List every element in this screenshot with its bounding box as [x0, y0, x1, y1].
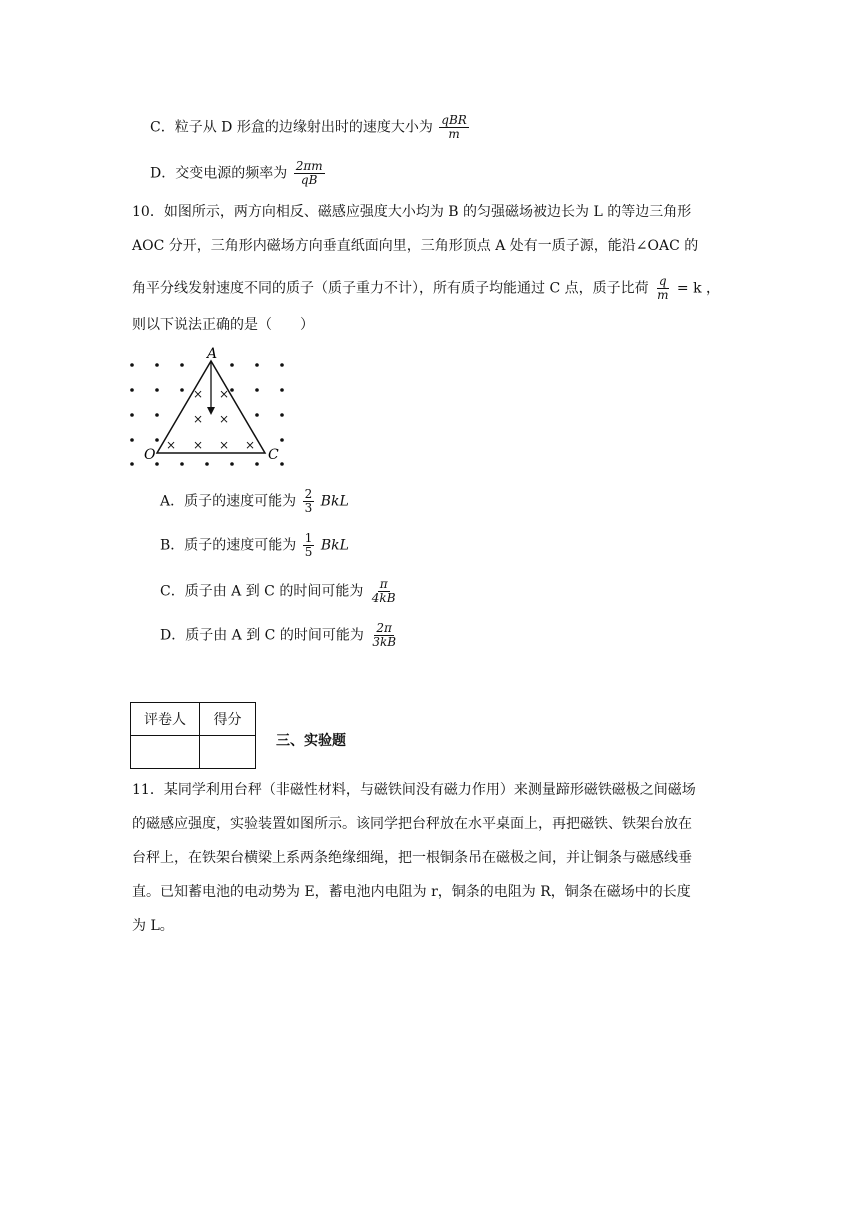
label-a: A — [207, 346, 218, 362]
q10-option-b-fraction — [303, 532, 315, 559]
q9-option-c-fraction — [439, 114, 469, 141]
field-dot — [130, 413, 134, 417]
score-table-score-header: 得分 — [200, 703, 256, 736]
q9-option-d-fraction — [294, 160, 325, 187]
field-dot — [255, 363, 259, 367]
field-cross: × — [218, 387, 230, 401]
q10-option-c-label: C．质子由 A 到 C 的时间可能为 — [160, 583, 364, 600]
field-dot — [280, 363, 284, 367]
field-dot — [180, 388, 184, 392]
field-dot — [180, 363, 184, 367]
field-dot — [155, 462, 159, 466]
q10-option-d-fraction — [370, 622, 398, 649]
q10-option-c-num: π — [379, 577, 388, 591]
field-dot — [155, 363, 159, 367]
q9-option-c-den: m — [448, 127, 460, 141]
field-dot — [230, 388, 234, 392]
field-cross: × — [192, 387, 204, 401]
q9-option-d-num: 2πm — [295, 159, 323, 173]
label-o: O — [144, 447, 156, 463]
q9-option-d-label: D．交变电源的频率为 — [150, 165, 288, 182]
q10-option-b-tail: BkL — [320, 537, 349, 554]
q9-option-d-den: qB — [300, 173, 318, 187]
q10-option-c-den: 4kB — [371, 591, 396, 605]
q10-ratio-den: m — [657, 288, 669, 302]
field-dot — [280, 388, 284, 392]
field-cross: × — [165, 438, 177, 452]
q11-line4: 直。已知蓄电池的电动势为 E，蓄电池内电阻为 r，铜条的电阻为 R，铜条在磁场中的长度 — [132, 884, 691, 900]
q10-option-c — [160, 578, 400, 605]
field-cross: × — [218, 412, 230, 426]
q10-ratio-rhs: = k ， — [676, 280, 721, 297]
field-dot — [255, 388, 259, 392]
q10-option-b-num: 1 — [304, 531, 313, 545]
q10-option-a-fraction — [303, 488, 315, 515]
field-dot — [180, 462, 184, 466]
q9-option-c — [150, 114, 471, 141]
q10-option-a — [160, 488, 349, 515]
q10-option-c-fraction — [370, 578, 398, 605]
field-dot — [230, 462, 234, 466]
field-dot — [255, 462, 259, 466]
field-dot — [205, 462, 209, 466]
score-table-reviewer-header: 评卷人 — [131, 703, 200, 736]
q10-option-d-den: 3kB — [372, 635, 397, 649]
q10-option-a-den: 3 — [304, 501, 313, 515]
field-dot — [280, 462, 284, 466]
q9-option-d — [150, 160, 327, 187]
field-dot — [155, 413, 159, 417]
q10-option-b — [160, 532, 349, 559]
q10-figure — [124, 345, 304, 470]
q10-ratio-fraction — [655, 275, 670, 302]
section-title: 三、实验题 — [276, 733, 346, 749]
q11-line1: 11．某同学利用台秤（非磁性材料，与磁铁间没有磁力作用）来测量蹄形磁铁磁极之间磁场 — [132, 782, 696, 798]
q10-line2: AOC 分开，三角形内磁场方向垂直纸面向里，三角形顶点 A 处有一质子源，能沿∠OAC 的 — [132, 238, 699, 254]
field-dot — [280, 438, 284, 442]
q10-option-a-num: 2 — [304, 487, 313, 501]
arrow-head-icon — [207, 407, 215, 415]
q11-line2: 的磁感应强度，实验装置如图所示。该同学把台秤放在水平桌面上，再把磁铁、铁架台放在 — [132, 816, 692, 832]
q10-option-b-label: B．质子的速度可能为 — [160, 537, 297, 554]
field-cross: × — [218, 438, 230, 452]
q10-option-b-den: 5 — [304, 545, 313, 559]
score-table-score-cell[interactable] — [200, 736, 256, 769]
q10-option-a-tail: BkL — [320, 493, 349, 510]
score-table — [130, 702, 256, 769]
q10-line3-text: 角平分线发射速度不同的质子（质子重力不计），所有质子均能通过 C 点，质子比荷 — [132, 280, 649, 297]
q10-option-a-label: A．质子的速度可能为 — [160, 493, 297, 510]
field-cross: × — [192, 438, 204, 452]
field-dot — [280, 413, 284, 417]
q10-ratio-num: q — [658, 274, 667, 288]
field-dot — [230, 363, 234, 367]
field-dot — [255, 413, 259, 417]
q10-line3 — [132, 275, 720, 302]
field-cross: × — [192, 412, 204, 426]
q10-option-d-num: 2π — [376, 621, 392, 635]
field-dot — [130, 438, 134, 442]
q11-line5: 为 L。 — [132, 918, 174, 934]
field-dot — [155, 388, 159, 392]
field-cross: × — [244, 438, 256, 452]
q10-line1: 10．如图所示，两方向相反、磁感应强度大小均为 B 的匀强磁场被边长为 L 的等边三角形 — [132, 204, 692, 220]
field-dot — [130, 388, 134, 392]
score-table-reviewer-cell[interactable] — [131, 736, 200, 769]
label-c: C — [268, 447, 279, 463]
q10-line4: 则以下说法正确的是（ ） — [132, 317, 314, 333]
field-dot — [130, 363, 134, 367]
q11-line3: 台秤上，在铁架台横梁上系两条绝缘细绳，把一根铜条吊在磁极之间，并让铜条与磁感线垂 — [132, 850, 692, 866]
q9-option-c-label: C．粒子从 D 形盒的边缘射出时的速度大小为 — [150, 119, 433, 136]
q9-option-c-num: qBR — [441, 113, 467, 127]
field-dot — [130, 462, 134, 466]
q10-option-d — [160, 622, 400, 649]
q10-option-d-label: D．质子由 A 到 C 的时间可能为 — [160, 627, 364, 644]
field-dot — [155, 438, 159, 442]
